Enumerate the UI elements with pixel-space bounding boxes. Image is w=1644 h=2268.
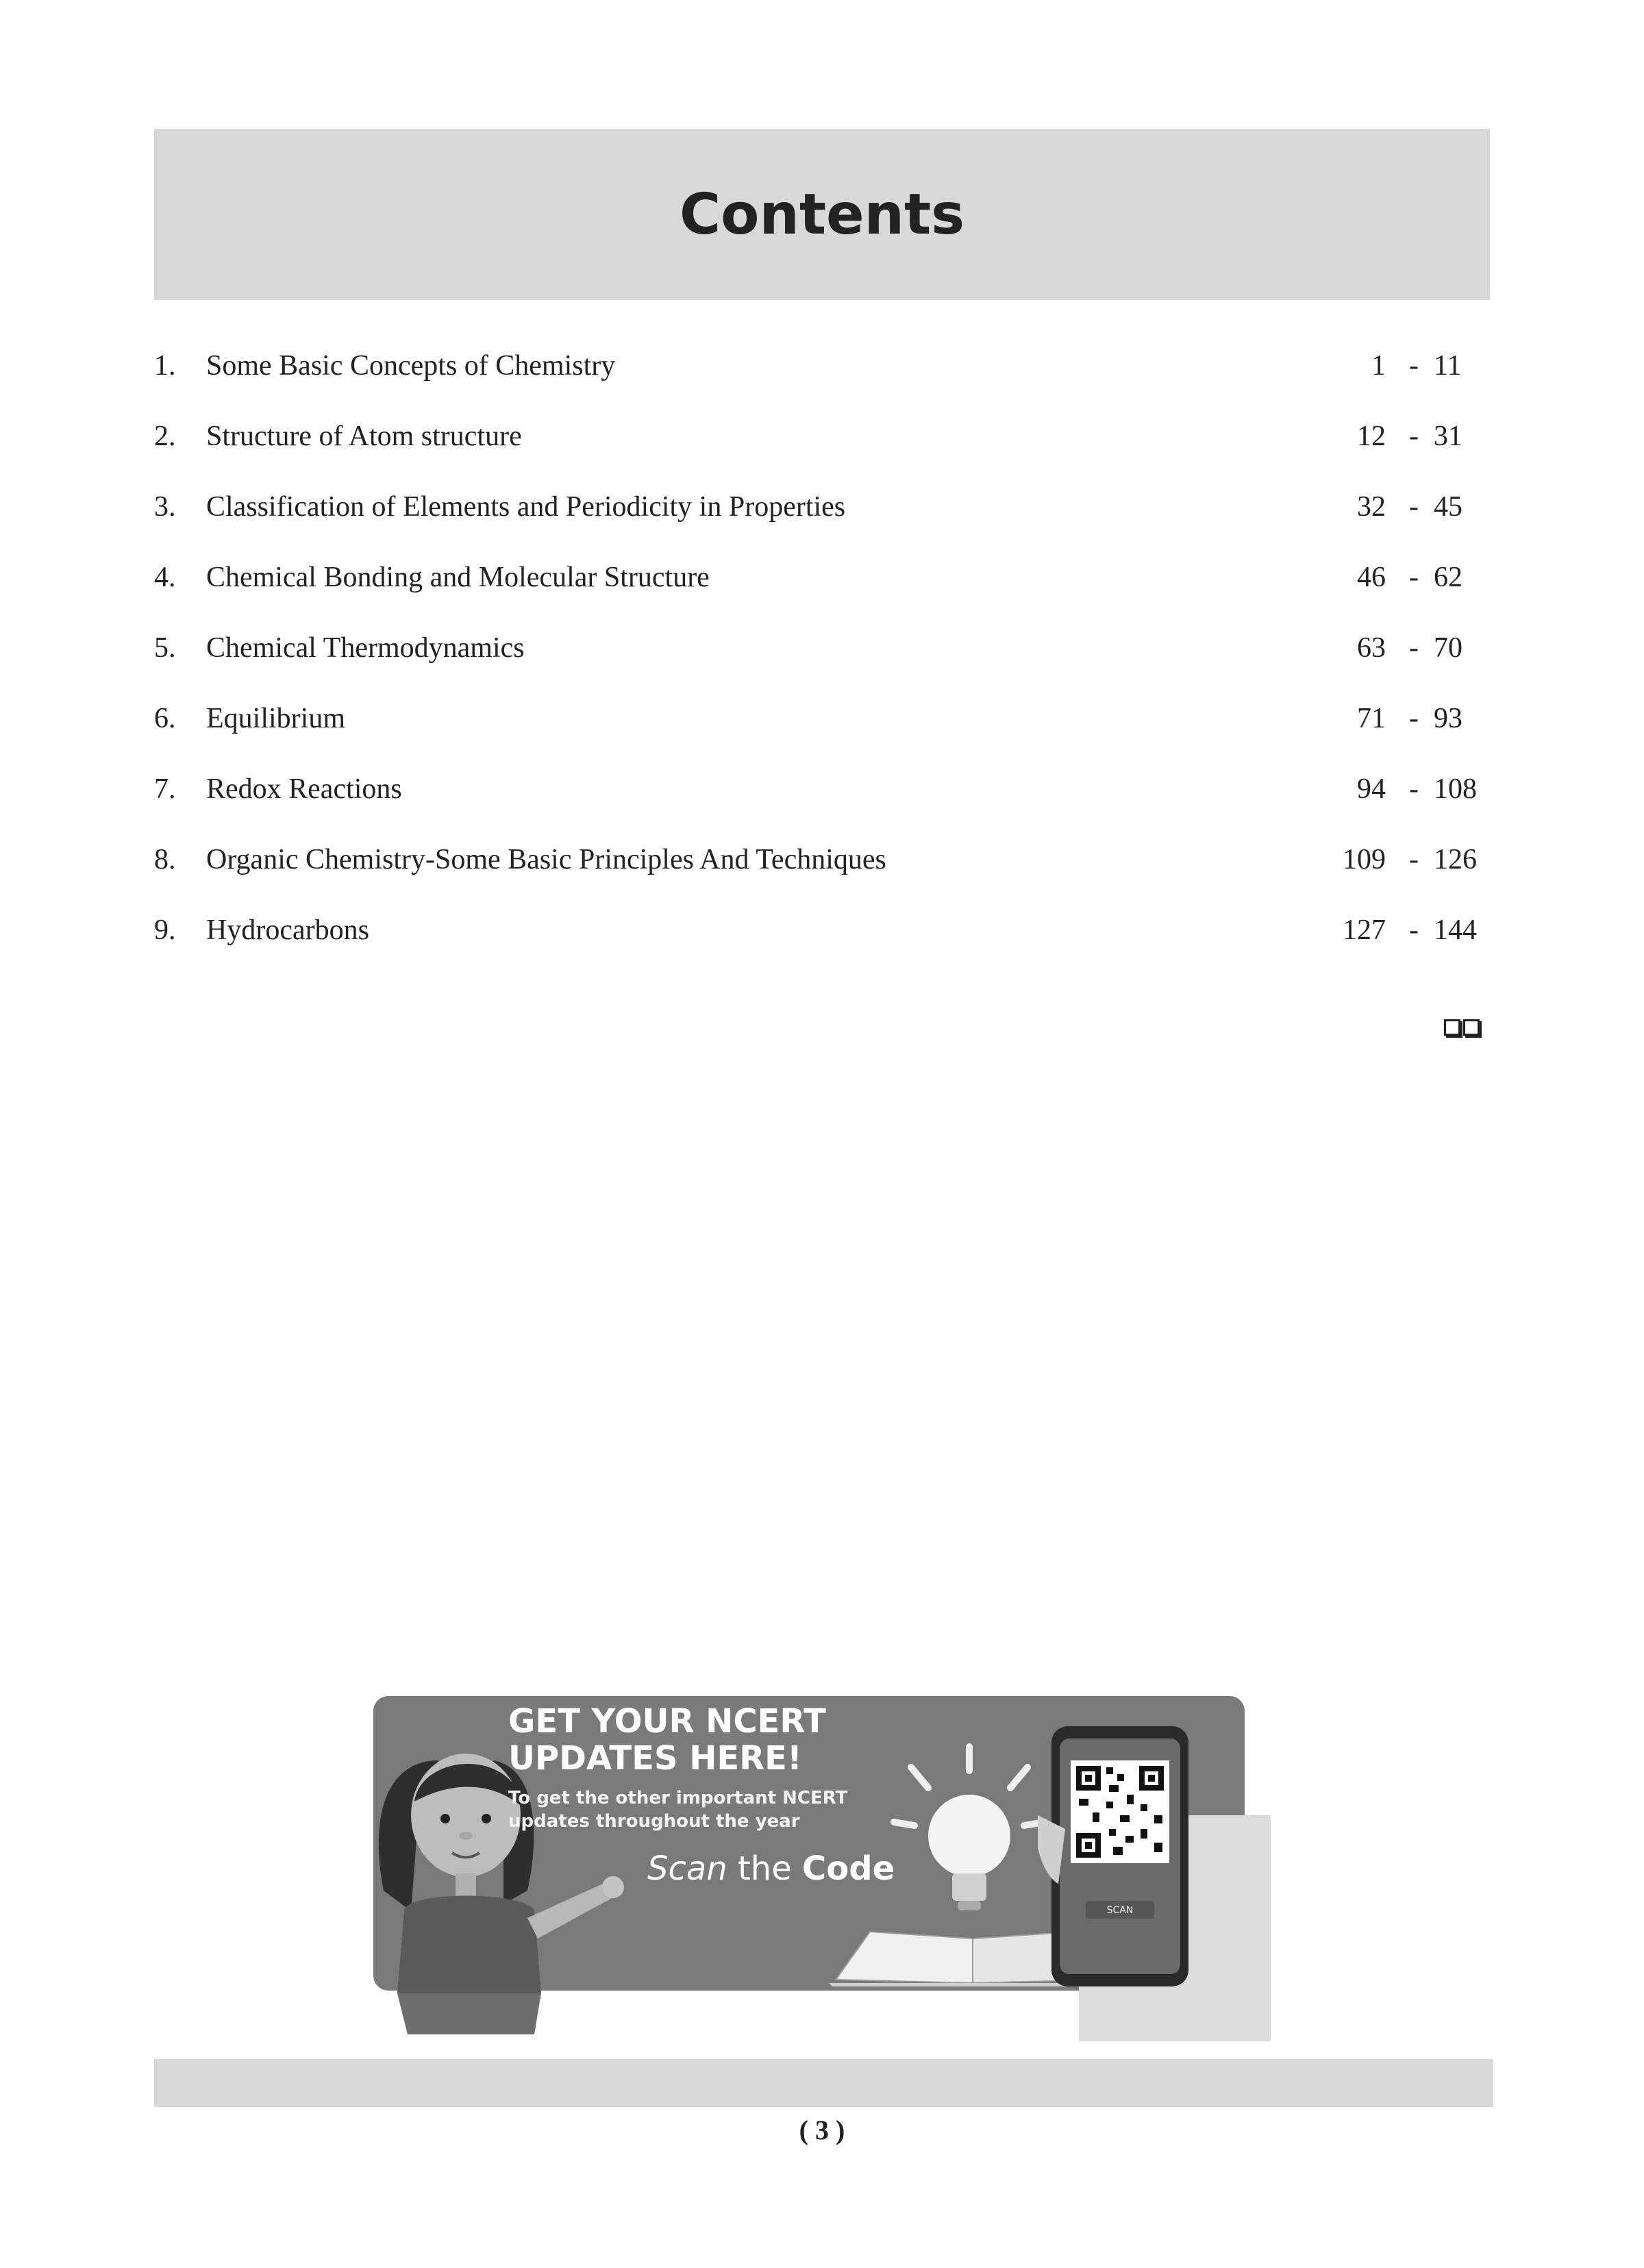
toc-entry[interactable] xyxy=(154,405,1490,475)
page-to: 70 xyxy=(1434,632,1462,664)
code-word: Code xyxy=(802,1849,895,1888)
page-dash: - xyxy=(1409,703,1419,734)
toc-entry[interactable] xyxy=(154,687,1490,758)
chapter-number: 6. xyxy=(154,703,176,734)
banner-heading-line1: GET YOUR NCERT xyxy=(508,1702,826,1741)
toc-entry[interactable] xyxy=(154,475,1490,546)
banner-subtext xyxy=(508,1786,847,1833)
page-number: ( 3 ) xyxy=(799,2115,845,2145)
toc-entry[interactable] xyxy=(154,334,1490,405)
page-to: 144 xyxy=(1434,914,1477,946)
chapter-number: 2. xyxy=(154,421,176,452)
phone-with-qr-illustration xyxy=(1038,1719,1271,2041)
chapter-number: 1. xyxy=(154,350,176,382)
page-to: 31 xyxy=(1434,421,1462,452)
toc-entry[interactable] xyxy=(154,828,1490,899)
chapter-title[interactable]: Structure of Atom structure xyxy=(206,421,522,452)
scan-button-label: SCAN xyxy=(1106,1905,1134,1916)
page-dash: - xyxy=(1409,421,1419,452)
page-from: 109 xyxy=(1343,844,1386,875)
chapter-number: 5. xyxy=(154,632,176,664)
contents-header xyxy=(154,129,1490,300)
page-from: 94 xyxy=(1357,773,1386,805)
page-from: 1 xyxy=(1371,350,1386,382)
chapter-number: 7. xyxy=(154,773,176,805)
toc-entry[interactable] xyxy=(154,899,1490,969)
page-from: 46 xyxy=(1357,562,1386,593)
toc-entry[interactable] xyxy=(154,546,1490,616)
page-dash: - xyxy=(1409,562,1419,593)
chapter-title[interactable]: Some Basic Concepts of Chemistry xyxy=(206,350,616,382)
page-from: 127 xyxy=(1343,914,1386,946)
lightbulb-icon xyxy=(884,1740,1055,1925)
box-icon xyxy=(1463,1019,1480,1036)
chapter-title[interactable]: Redox Reactions xyxy=(206,773,402,805)
the-word: the xyxy=(737,1849,792,1888)
banner-subtext-line2: updates throughout the year xyxy=(508,1811,800,1832)
chapter-title[interactable]: Hydrocarbons xyxy=(206,914,369,946)
chapter-number: 9. xyxy=(154,914,176,946)
page-dash: - xyxy=(1409,844,1419,875)
page-to: 11 xyxy=(1434,350,1462,382)
end-of-section-marker xyxy=(1444,1019,1480,1036)
page-to: 62 xyxy=(1434,562,1462,593)
page-from: 63 xyxy=(1357,632,1386,664)
chapter-number: 3. xyxy=(154,491,176,523)
toc-entry[interactable] xyxy=(154,758,1490,828)
chapter-title[interactable]: Chemical Thermodynamics xyxy=(206,632,525,664)
page-to: 108 xyxy=(1434,773,1477,805)
scan-the-code-text xyxy=(647,1849,895,1888)
banner-heading xyxy=(508,1703,826,1777)
page-to: 45 xyxy=(1434,491,1462,523)
page-to: 126 xyxy=(1434,844,1477,875)
footer-bar xyxy=(154,2059,1493,2107)
chapter-title[interactable]: Classification of Elements and Periodicity in Properties xyxy=(206,491,846,523)
page-title: Contents xyxy=(679,182,965,247)
chapter-title[interactable]: Organic Chemistry-Some Basic Principles And Techniques xyxy=(206,844,886,875)
page-from: 12 xyxy=(1357,421,1386,452)
page-dash: - xyxy=(1409,914,1419,946)
page-dash: - xyxy=(1409,632,1419,664)
page-from: 32 xyxy=(1357,491,1386,523)
toc-entry[interactable] xyxy=(154,616,1490,687)
chapter-title[interactable]: Equilibrium xyxy=(206,703,345,734)
table-of-contents xyxy=(154,334,1490,969)
page-dash: - xyxy=(1409,773,1419,805)
page-from: 71 xyxy=(1357,703,1386,734)
chapter-number: 8. xyxy=(154,844,176,875)
chapter-title[interactable]: Chemical Bonding and Molecular Structure xyxy=(206,562,710,593)
box-icon xyxy=(1444,1019,1460,1036)
girl-illustration xyxy=(356,1733,644,2034)
banner-heading-line2: UPDATES HERE! xyxy=(508,1739,802,1778)
page-dash: - xyxy=(1409,491,1419,523)
banner-subtext-line1: To get the other important NCERT xyxy=(508,1788,848,1808)
page-to: 93 xyxy=(1434,703,1462,734)
scan-word: Scan xyxy=(647,1849,727,1888)
chapter-number: 4. xyxy=(154,562,176,593)
page-dash: - xyxy=(1409,350,1419,382)
